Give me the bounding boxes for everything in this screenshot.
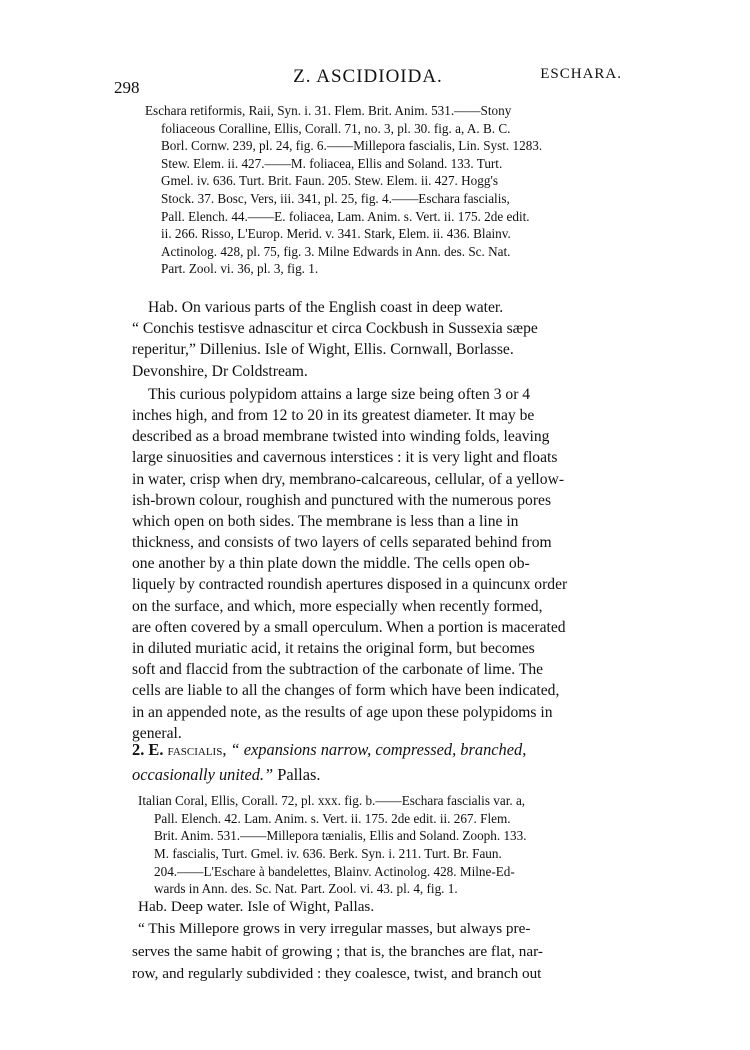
- description-line: general.: [132, 724, 182, 742]
- synonymy-line: Pall. Elench. 42. Lam. Anim. s. Vert. ii. 175. 2de edit. ii. 267. Flem.: [154, 810, 511, 826]
- species-authority: Pallas.: [277, 765, 321, 784]
- synonymy-line: foliaceous Coralline, Ellis, Corall. 71, no. 3, pl. 30. fig. a, A. B. C.: [161, 120, 511, 136]
- species-diagnosis: occasionally united.”: [132, 765, 274, 784]
- synonymy-line: Borl. Cornw. 239, pl. 24, fig. 6.——Millepora fascialis, Lin. Syst. 1283.: [161, 138, 543, 154]
- synonymy-line: Gmel. iv. 636. Turt. Brit. Faun. 205. Stew. Elem. ii. 427. Hogg's: [161, 173, 498, 189]
- description-line: in an appended note, as the results of age upon these polypidoms in: [132, 703, 553, 721]
- description-line: soft and flaccid from the subtraction of the carbonate of lime. The: [132, 661, 544, 679]
- synonymy-line: M. fascialis, Turt. Gmel. iv. 636. Berk. Syn. i. 211. Turt. Br. Faun.: [154, 846, 502, 862]
- habitat-line: reperitur,” Dillenius. Isle of Wight, Ellis. Cornwall, Borlasse.: [132, 341, 514, 359]
- synonymy-line: ii. 266. Risso, L'Europ. Merid. v. 341. Stark, Elem. ii. 436. Blainv.: [161, 226, 511, 242]
- synonymy-line: Stock. 37. Bosc, Vers, iii. 341, pl. 25, fig. 4.——Eschara fascialis,: [161, 190, 510, 206]
- running-head-genus: ESCHARA.: [540, 66, 622, 82]
- habitat-line: “ Conchis testisve adnascitur et circa Cockbush in Sussexia sæpe: [132, 320, 538, 338]
- synonymy-line: 204.——L'Eschare à bandelettes, Blainv. Actinolog. 428. Milne-Ed-: [154, 863, 515, 879]
- description-line: which open on both sides. The membrane is less than a line in: [132, 512, 519, 530]
- synonymy-block-2: [138, 792, 620, 898]
- habitat-line: Hab. On various parts of the English coast in deep water.: [148, 299, 504, 316]
- header-title: Z. ASCIDIOIDA.: [293, 66, 443, 87]
- species-heading-line: [132, 762, 622, 787]
- description-line: one another by a thin plate down the middle. The cells open ob-: [132, 555, 530, 573]
- description-line: thickness, and consists of two layers of cells separated behind from: [132, 534, 552, 552]
- species-name: fascialis,: [167, 740, 227, 759]
- species-2-heading: [132, 737, 622, 787]
- page-number: 298: [114, 78, 140, 97]
- description-line: inches high, and from 12 to 20 in its greatest diameter. It may be: [132, 406, 535, 424]
- description-line: on the surface, and which, more especially when recently formed,: [132, 597, 543, 615]
- description-line: ish-brown colour, roughish and punctured with the numerous pores: [132, 491, 552, 509]
- synonymy-line: Brit. Anim. 531.——Millepora tænialis, Ellis and Soland. Zooph. 133.: [154, 828, 527, 844]
- species-2-text: [132, 896, 620, 986]
- synonymy-line: Actinolog. 428, pl. 75, fig. 3. Milne Edwards in Ann. des. Sc. Nat.: [161, 243, 511, 259]
- habitat-line: Hab. Deep water. Isle of Wight, Pallas.: [138, 898, 375, 915]
- description-line: in diluted muriatic acid, it retains the original form, but becomes: [132, 640, 535, 657]
- synonymy-line: Part. Zool. vi. 36, pl. 3, fig. 1.: [161, 261, 319, 277]
- description-line: in water, crisp when dry, membrano-calcareous, cellular, of a yellow-: [132, 470, 565, 488]
- species-number: 2. E.: [132, 740, 164, 759]
- description-line: row, and regularly subdivided : they coalesce, twist, and branch out: [132, 965, 542, 983]
- synonymy-line: wards in Ann. des. Sc. Nat. Part. Zool. vi. 43. pl. 4, fig. 1.: [154, 881, 458, 897]
- synonymy-block-1: [145, 102, 617, 278]
- synonymy-line: Eschara retiformis, Raii, Syn. i. 31. Flem. Brit. Anim. 531.——Stony: [145, 103, 512, 118]
- synonymy-line: Italian Coral, Ellis, Corall. 72, pl. xxx. fig. b.——Eschara fascialis var. a,: [138, 793, 526, 808]
- description-line: serves the same habit of growing ; that is, the branches are flat, nar-: [132, 942, 543, 960]
- habitat-line: Devonshire, Dr Coldstream.: [132, 362, 308, 380]
- description-line: “ This Millepore grows in very irregular masses, but always pre-: [138, 920, 531, 938]
- species-heading-line: [132, 737, 622, 762]
- description-line: described as a broad membrane twisted into winding folds, leaving: [132, 428, 550, 446]
- description-line: large sinuosities and cavernous interstices : it is very light and floats: [132, 449, 558, 467]
- description-line: liquely by contracted roundish apertures disposed in a quincunx order: [132, 576, 568, 594]
- species-1-text: [132, 297, 620, 744]
- description-line: are often covered by a small operculum. When a portion is macerated: [132, 618, 566, 636]
- running-header: [114, 64, 622, 97]
- species-diagnosis: “ expansions narrow, compressed, branched,: [230, 740, 527, 759]
- synonymy-line: Pall. Elench. 44.——E. foliacea, Lam. Anim. s. Vert. ii. 175. 2de edit.: [161, 208, 530, 224]
- description-line: cells are liable to all the changes of form which have been indicated,: [132, 682, 560, 700]
- description-line: This curious polypidom attains a large size being often 3 or 4: [148, 385, 531, 403]
- synonymy-line: Stew. Elem. ii. 427.——M. foliacea, Ellis and Soland. 133. Turt.: [161, 155, 503, 171]
